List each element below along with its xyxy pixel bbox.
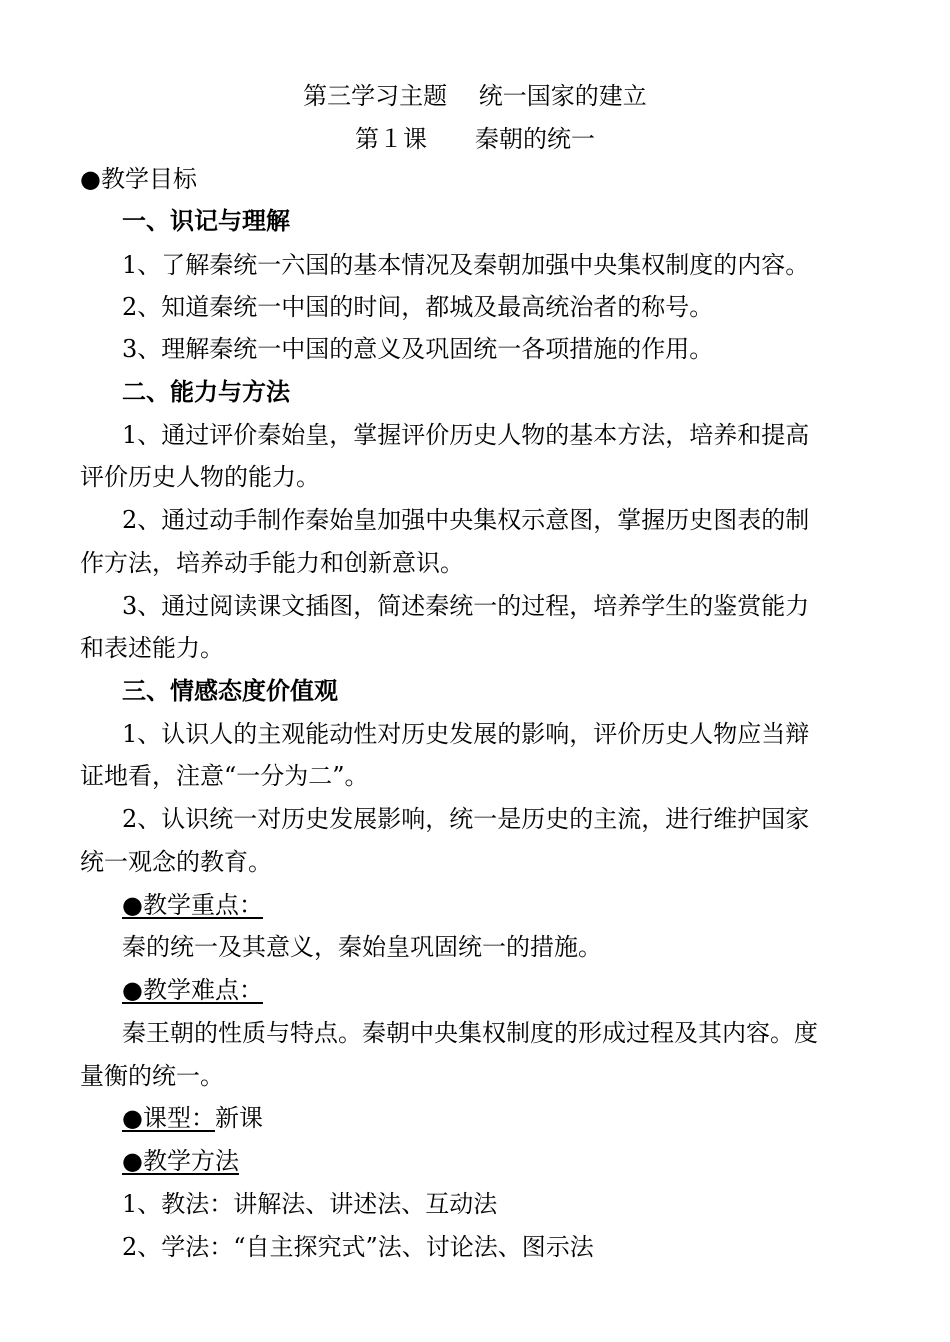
part2-item-2-line1: 2、通过动手制作秦始皇加强中央集权示意图，掌握历史图表的制 <box>122 506 810 534</box>
part1-heading: 一、识记与理解 <box>122 207 290 235</box>
methods-item-1: 1、教法：讲解法、讲述法、互动法 <box>122 1190 498 1218</box>
lesson-type-value: 新课 <box>214 1104 263 1132</box>
part1-item-1: 1、了解秦统一六国的基本情况及秦朝加强中央集权制度的内容。 <box>122 251 810 279</box>
methods-label: ●教学方法 <box>122 1147 239 1175</box>
lesson-title: 第１课 秦朝的统一 <box>355 125 595 153</box>
part3-item-1-line1: 1、认识人的主观能动性对历史发展的影响，评价历史人物应当辩 <box>122 720 810 748</box>
part2-item-3-line2: 和表述能力。 <box>80 634 224 662</box>
theme-title: 第三学习主题 统一国家的建立 <box>303 82 647 110</box>
part2-item-3-line1: 3、通过阅读课文插图，简述秦统一的过程，培养学生的鉴赏能力 <box>122 592 810 620</box>
part2-heading: 二、能力与方法 <box>122 378 290 406</box>
part1-item-2: 2、知道秦统一中国的时间，都城及最高统治者的称号。 <box>122 293 714 321</box>
methods-item-2: 2、学法：“自主探究式”法、讨论法、图示法 <box>122 1233 594 1261</box>
part3-item-2-line2: 统一观念的教育。 <box>80 848 272 876</box>
difficulties-text-line1: 秦王朝的性质与特点。秦朝中央集权制度的形成过程及其内容。度 <box>122 1019 818 1047</box>
difficulties-text-line2: 量衡的统一。 <box>80 1062 224 1090</box>
lesson-type-label: ●课型： <box>122 1104 215 1132</box>
part3-heading: 三、情感态度价值观 <box>122 677 338 705</box>
part3-item-2-line1: 2、认识统一对历史发展影响，统一是历史的主流，进行维护国家 <box>122 805 810 833</box>
key-points-label: ●教学重点： <box>122 891 263 919</box>
part2-item-1-line1: 1、通过评价秦始皇，掌握评价历史人物的基本方法，培养和提高 <box>122 421 810 449</box>
part2-item-1-line2: 评价历史人物的能力。 <box>80 463 320 491</box>
part2-item-2-line2: 作方法，培养动手能力和创新意识。 <box>80 549 464 577</box>
part3-item-1-line2: 证地看，注意“一分为二”。 <box>80 762 369 790</box>
key-points-text: 秦的统一及其意义，秦始皇巩固统一的措施。 <box>122 933 602 961</box>
lesson-type-row <box>122 1103 263 1133</box>
part1-item-3: 3、理解秦统一中国的意义及巩固统一各项措施的作用。 <box>122 335 714 363</box>
objectives-section-label: ●教学目标 <box>80 165 197 193</box>
difficulties-label: ●教学难点： <box>122 976 263 1004</box>
